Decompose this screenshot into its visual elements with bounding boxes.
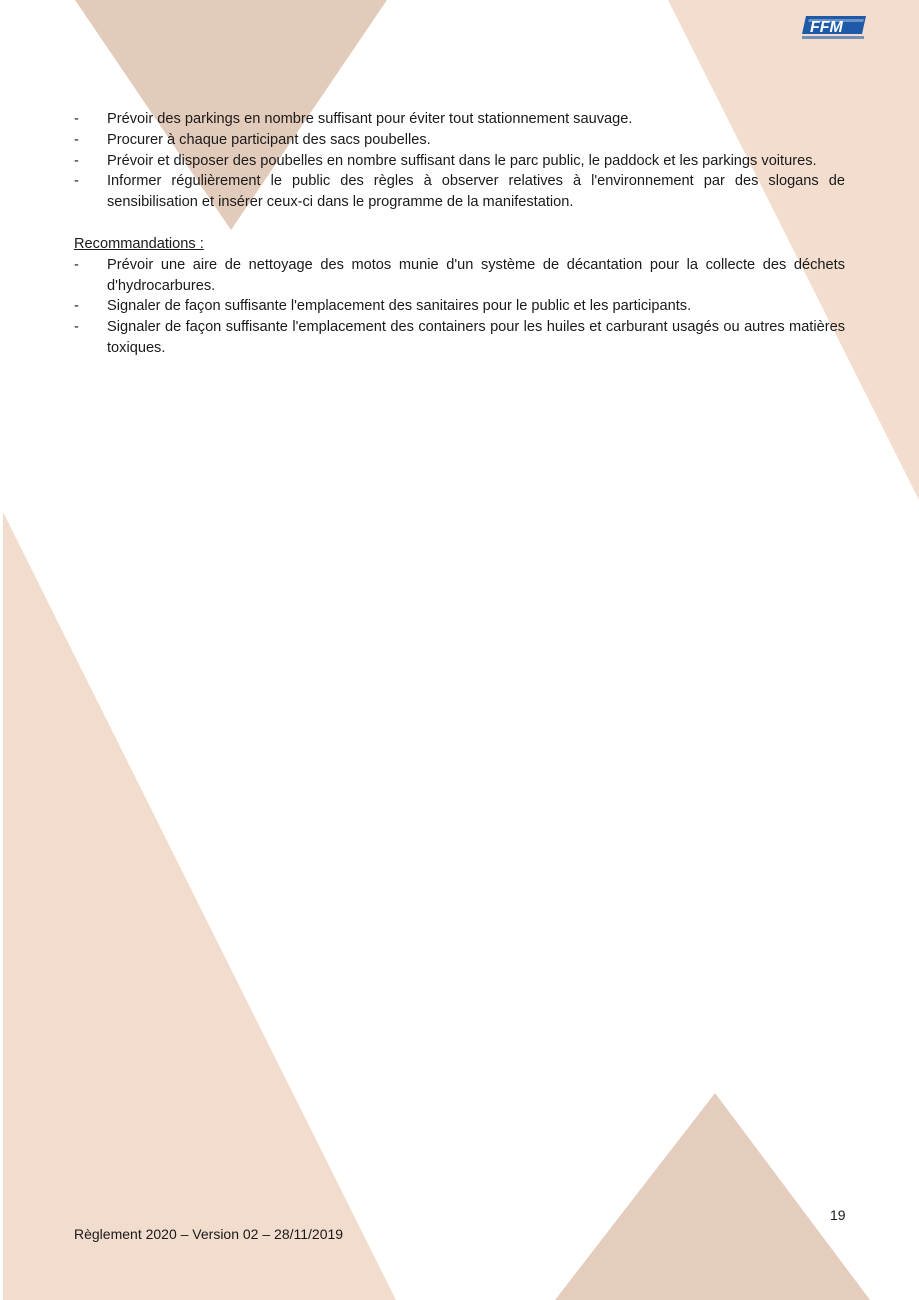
list-item-text: Procurer à chaque participant des sacs poubelles. <box>107 131 431 148</box>
list-item-text: Signaler de façon suffisante l'emplacement des containers pour les huiles et carburant usagés ou autres matières toxiques. <box>107 319 845 356</box>
list-item-text: Prévoir et disposer des poubelles en nombre suffisant dans le parc public, le paddock et les parkings voitures. <box>107 152 817 169</box>
list-item <box>74 296 845 317</box>
bullet-dash: - <box>74 256 79 273</box>
list-item <box>74 317 845 359</box>
list-item-text: Prévoir des parkings en nombre suffisant pour éviter tout stationnement sauvage. <box>107 111 633 127</box>
list-item-text: Prévoir une aire de nettoyage des motos munie d'un système de décantation pour la collecte des déchets d'hydrocarbures. <box>107 256 845 294</box>
recommendations-heading: Recommandations : <box>74 235 204 252</box>
page-number: 19 <box>830 1207 846 1223</box>
logo-wordmark: FFM <box>810 19 843 36</box>
list-item <box>74 151 845 172</box>
bullet-dash: - <box>74 319 79 336</box>
list-item <box>74 130 845 151</box>
bullet-dash: - <box>74 111 79 127</box>
list-item <box>74 109 845 130</box>
footer-text: Règlement 2020 – Version 02 – 28/11/2019 <box>74 1226 344 1242</box>
list-item <box>74 171 845 213</box>
bullet-dash: - <box>74 131 79 148</box>
bullet-dash: - <box>74 173 79 190</box>
recommendations-list <box>74 255 845 359</box>
list-item-text: Informer régulièrement le public des règles à observer relatives à l'environnement par des slogans de sensibilisation et insérer ceux-ci dans le programme de la manifestation. <box>107 173 845 211</box>
list-item-text: Signaler de façon suffisante l'emplacement des sanitaires pour le public et les participants. <box>107 298 692 315</box>
ffm-logo-graphic <box>800 15 868 41</box>
ffm-logo <box>800 15 868 41</box>
document-body <box>74 109 845 359</box>
measures-list <box>74 109 845 213</box>
bullet-dash: - <box>74 152 79 169</box>
bullet-dash: - <box>74 298 79 315</box>
list-item <box>74 255 845 297</box>
